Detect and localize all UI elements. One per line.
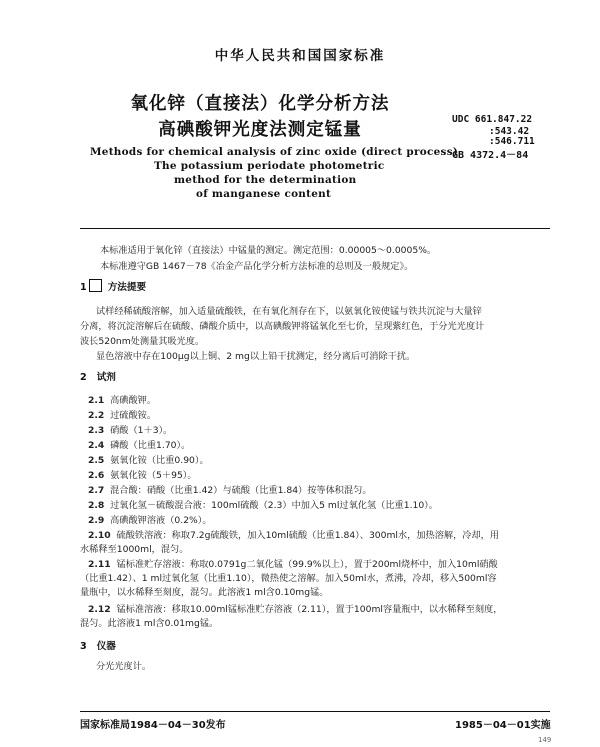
section-1-number: 1 (80, 282, 87, 293)
issue-date: 国家标准局1984－04－30发布 (80, 720, 226, 731)
reagent-item (88, 422, 172, 436)
reagent-text: 过硫酸铵。 (110, 410, 157, 421)
top-rule-divider (80, 228, 550, 229)
english-title-line-3: method for the determination (174, 174, 357, 186)
section-1-line: 波长520nm处测量其吸光度。 (80, 336, 205, 347)
section-1-heading (80, 279, 146, 293)
reagent-continuation: 混匀。此溶液1 ml含0.01mg锰。 (80, 618, 219, 629)
reagent-number: 2.8 (88, 500, 105, 511)
reagent-item (88, 601, 502, 615)
english-title-line-4: of manganese content (196, 188, 332, 200)
section-2-title: 试剂 (96, 372, 116, 383)
reagent-number: 2.1 (88, 395, 105, 406)
english-title-line-1: Methods for chemical analysis of zinc oxide (direct process) (90, 146, 459, 158)
reagent-text: 高碘酸钾溶液（0.2%）。 (110, 515, 212, 526)
reagent-text: 锰标准贮存溶液：称取0.0791g二氧化锰（99.9%以上），置于200ml烧杯中，加入10ml硝酸 (116, 559, 498, 570)
reagent-number: 2.4 (88, 440, 105, 451)
reagent-number: 2.12 (88, 604, 111, 615)
section-3-number: 3 (80, 641, 87, 652)
reagent-continuation: 量瓶中，以水稀释至刻度，混匀。此溶液1 ml含0.10mg锰。 (80, 587, 329, 598)
reagent-item (88, 392, 156, 406)
reagent-item (88, 527, 499, 541)
intro-scope: 本标准适用于氧化锌（直接法）中锰量的测定。测定范围：0.00005～0.0005%。 (100, 245, 437, 256)
square-box-icon (89, 279, 102, 292)
reagent-text: 氨氧化铵（比重0.90）。 (110, 455, 209, 466)
gb-standard-number: GB 4372.4－84 (452, 150, 529, 161)
effective-date: 1985－04－01实施 (455, 720, 551, 731)
reagent-item (88, 556, 498, 570)
reagent-number: 2.6 (88, 470, 105, 481)
reagent-text: 磷酸（比重1.70）。 (110, 440, 191, 451)
page-number: 149 (538, 736, 552, 744)
reagent-item (88, 497, 438, 511)
bottom-rule-divider (80, 711, 550, 712)
reagent-number: 2.5 (88, 455, 105, 466)
section-1-title: 方法提要 (107, 282, 147, 293)
udc-code-3: :546.711 (489, 136, 535, 147)
reagent-text: 氨氧化铵（5＋95）。 (110, 470, 197, 481)
reagent-item (88, 467, 197, 481)
reagent-continuation: 水稀释至1000ml，混匀。 (80, 544, 189, 555)
title-line-1: 氧化锌（直接法）化学分析方法 (130, 94, 390, 114)
reagent-item (88, 512, 212, 526)
reagent-number: 2.3 (88, 425, 105, 436)
reagent-number: 2.11 (88, 559, 111, 570)
reagent-number: 2.2 (88, 410, 105, 421)
section-2-heading (80, 369, 116, 383)
reagent-text: 硝酸（1＋3）。 (110, 425, 173, 436)
intro-reference: 本标准遵守GB 1467－78《冶金产品化学分析方法标准的总则及一般规定》。 (100, 261, 414, 272)
udc-code-1: UDC 661.847.22 (452, 114, 533, 125)
reagent-continuation: （比重1.42）、1 ml过氧化氢（比重1.10），微热使之溶解。加入50ml水，煮沸，冷却，移入500ml容 (80, 573, 497, 584)
title-line-2: 高碘酸钾光度法测定锰量 (158, 120, 362, 140)
section-2-number: 2 (80, 372, 87, 383)
section-1-line: 试样经稀硫酸溶解，加入适量硫酸铁，在有氧化剂存在下，以氨氧化铵使锰与铁共沉淀与大量锌 (96, 306, 482, 317)
reagent-number: 2.9 (88, 515, 105, 526)
reagent-item (88, 407, 156, 421)
section-1-line: 分离，将沉淀溶解后在硫酸、磷酸介质中，以高碘酸钾将锰氧化至七价，呈现紫红色，于分光光度计 (80, 321, 485, 332)
section-1-line: 显色溶液中存在100μg以上铜、2 mg以上铅干扰测定，经分离后可消除干扰。 (96, 351, 416, 362)
reagent-number: 2.10 (88, 530, 111, 541)
section-3-heading (80, 638, 116, 652)
reagent-text: 混合酸：硝酸（比重1.42）与硫酸（比重1.84）按等体积混匀。 (110, 485, 372, 496)
udc-code-2: :543.42 (489, 126, 530, 137)
reagent-item (88, 482, 372, 496)
issuing-authority-header: 中华人民共和国国家标准 (214, 48, 386, 64)
reagent-text: 过氧化氢－硫酸混合液：100ml硫酸（2.3）中加入5 ml过氧化氢（比重1.10）。 (110, 500, 438, 511)
reagent-item (88, 437, 190, 451)
section-3-title: 仪器 (96, 641, 116, 652)
section-3-line: 分光光度计。 (96, 661, 152, 672)
reagent-text: 锰标准溶液：移取10.00ml锰标准贮存溶液（2.11），置于100ml容量瓶中，以水稀释至刻度， (116, 604, 503, 615)
reagent-number: 2.7 (88, 485, 105, 496)
reagent-text: 硫酸铁溶液：称取7.2g硫酸铁，加入10ml硫酸（比重1.84）、300ml水，加热溶解，冷却，用 (116, 530, 500, 541)
reagent-item (88, 452, 209, 466)
reagent-text: 高碘酸钾。 (110, 395, 157, 406)
english-title-line-2: The potassium periodate photometric (154, 160, 385, 172)
